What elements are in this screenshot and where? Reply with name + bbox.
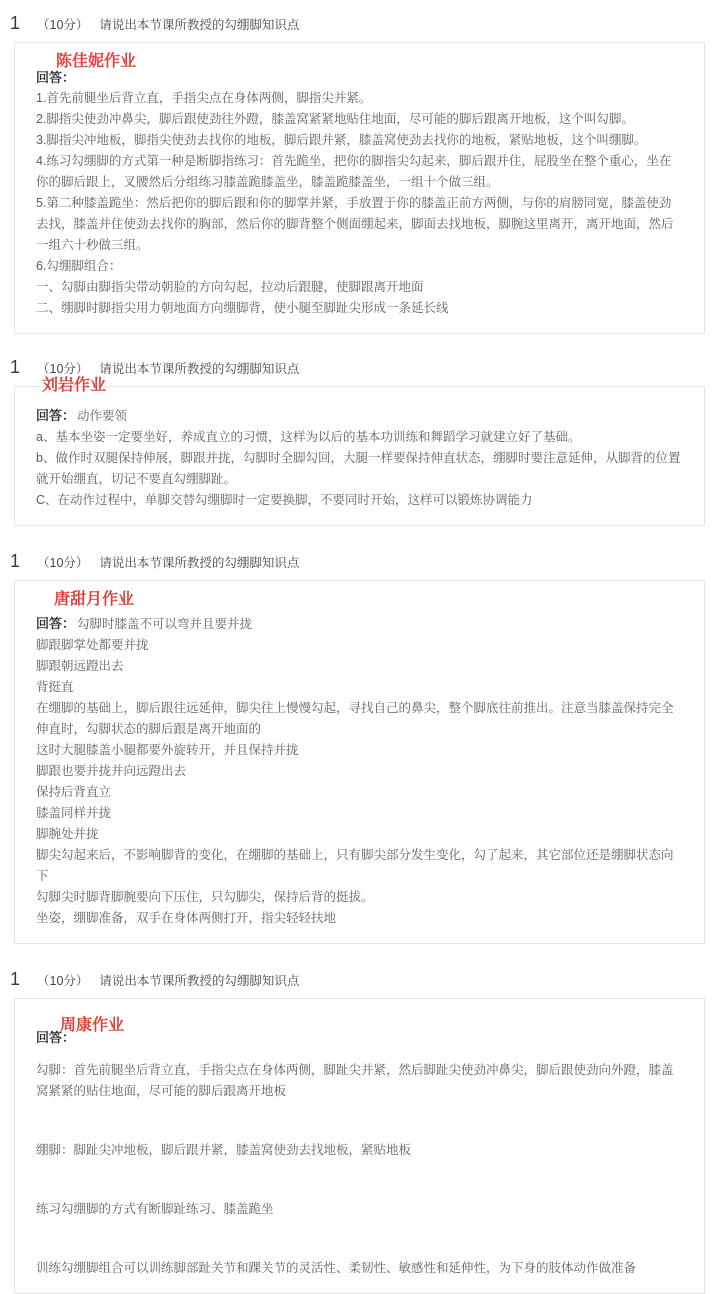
question-score: （10分） (37, 556, 89, 570)
answer-label: 回答： (36, 70, 76, 85)
answer-paragraph: 训练勾绷脚组合可以训练脚部趾关节和踝关节的灵活性、柔韧性、敏感性和延伸性，为下身的肢体动作做准备 (36, 1261, 637, 1275)
answer-card (14, 377, 705, 526)
question-header (0, 968, 719, 992)
answer-line: 5.第二种膝盖跪坐：然后把你的脚后跟和你的脚掌并紧，手放置于你的膝盖正前方两侧，与你的肩膀同宽，膝盖使劲去找，膝盖并住使劲去找你的胸部，然后你的脚背整个侧面绷起来，脚面去找地板，脚腕这里离开，离开地面，然后一组六十秒做三组。 (36, 196, 674, 252)
answer-line: 1.首先前腿坐后背立直，手指尖点在身体两侧，脚指尖并紧。 (36, 91, 372, 105)
answer-line: 脚腕处并拢 (36, 827, 99, 841)
answer-lead-line (36, 405, 683, 427)
answer-line: 膝盖同样并拢 (36, 806, 112, 820)
answer-line: 2.脚指尖使劲冲鼻尖，脚后跟使劲往外蹬，膝盖窝紧紧地贴住地面，尽可能的脚后跟离开地板，这个叫勾脚。 (36, 112, 634, 126)
answer-text (36, 88, 683, 319)
answer-text (36, 427, 683, 511)
answer-text (36, 635, 683, 929)
answer-line: 保持后背直立 (36, 785, 112, 799)
student-name-annotation: 刘岩作业 (42, 377, 107, 394)
answer-line: 4.练习勾绷脚的方式第一种是断脚指练习：首先跪坐，把你的脚指尖勾起来，脚后跟并住，屁股坐在整个重心，坐在你的脚后跟上，叉腰然后分组练习膝盖跪膝盖坐，膝盖跪膝盖坐，一组十个做三组。 (36, 154, 672, 189)
question-number: 1 (10, 969, 21, 989)
answer-line: 坐姿，绷脚准备，双手在身体两侧打开，指尖轻轻扶地 (36, 911, 337, 925)
answer-line: a、基本坐姿一定要坐好，养成直立的习惯，这样为以后的基本功训练和舞蹈学习就建立好了基础。 (36, 430, 581, 444)
question-section-1 (0, 12, 719, 334)
answer-line: 脚跟朝远蹬出去 (36, 659, 124, 673)
question-number: 1 (10, 357, 21, 377)
answer-card (14, 42, 705, 334)
question-text: 请说出本节课所教授的勾绷脚知识点 (99, 556, 300, 570)
question-header (0, 356, 719, 380)
answer-line: 一、勾脚由脚指尖带动朝脸的方向勾起，拉动后跟腱，使脚跟离开地面 (36, 280, 424, 294)
question-number: 1 (10, 13, 21, 33)
student-name-annotation: 周康作业 (60, 1017, 125, 1034)
answer-line: 3.脚指尖冲地板，脚指尖使劲去找你的地板，脚后跟并紧，膝盖窝使劲去找你的地板，紧贴地板，这个叫绷脚。 (36, 133, 647, 147)
answer-line: 这时大腿膝盖小腿都要外旋转开，并且保持并拢 (36, 743, 299, 757)
question-score: （10分） (37, 362, 89, 376)
question-section-2 (0, 356, 719, 526)
answer-card (14, 580, 705, 944)
question-score: （10分） (37, 18, 89, 32)
question-text: 请说出本节课所教授的勾绷脚知识点 (99, 362, 300, 376)
answer-lead-text: 动作要领 (77, 409, 128, 423)
question-header (0, 12, 719, 36)
answer-line: 背挺直 (36, 680, 74, 694)
answer-paragraph: 勾脚：首先前腿坐后背立直，手指尖点在身体两侧，脚趾尖并紧，然后脚趾尖使劲冲鼻尖，脚后跟使劲向外蹬，膝盖窝紧紧的贴住地面，尽可能的脚后跟离开地板 (36, 1063, 674, 1098)
answer-label: 回答： (36, 616, 76, 631)
question-section-3 (0, 550, 719, 944)
answer-line: b、做作时双腿保持伸展，脚跟并拢，勾脚时全脚勾回，大腿一样要保持伸直状态，绷脚时要注意延伸，从脚背的位置就开始绷直，切记不要直勾绷脚趾。 (36, 451, 681, 486)
answer-line: 脚跟也要并拢并向远蹬出去 (36, 764, 187, 778)
answer-label: 回答： (36, 1030, 76, 1045)
answer-line: 脚跟脚掌处都要并拢 (36, 638, 149, 652)
question-header (0, 550, 719, 574)
answer-card (14, 998, 705, 1294)
question-section-4 (0, 968, 719, 1294)
question-text: 请说出本节课所教授的勾绷脚知识点 (99, 974, 300, 988)
answer-text (36, 1060, 683, 1279)
answer-line: 在绷脚的基础上，脚后跟往远延伸，脚尖往上慢慢勾起，寻找自己的鼻尖，整个脚底往前推出。注意当膝盖保持完全伸直时，勾脚状态的脚后跟是离开地面的 (36, 701, 674, 736)
student-name-annotation: 唐甜月作业 (54, 591, 135, 608)
answer-lead-text: 勾脚时膝盖不可以弯并且要并拢 (77, 617, 253, 631)
student-name-annotation: 陈佳妮作业 (56, 53, 137, 70)
question-number: 1 (10, 551, 21, 571)
answer-paragraph: 绷脚：脚趾尖冲地板，脚后跟并紧，膝盖窝使劲去找地板，紧贴地板 (36, 1143, 412, 1157)
question-score: （10分） (37, 974, 89, 988)
answer-line: 勾脚尖时脚背脚腕要向下压住，只勾脚尖，保持后背的挺拔。 (36, 890, 374, 904)
answer-line: 脚尖勾起来后，不影响脚背的变化，在绷脚的基础上，只有脚尖部分发生变化，勾了起来，其它部位还是绷脚状态向下 (36, 848, 674, 883)
answer-label: 回答： (36, 408, 76, 423)
question-text: 请说出本节课所教授的勾绷脚知识点 (99, 18, 300, 32)
answer-paragraph: 练习勾绷脚的方式有断脚趾练习、膝盖跪坐 (36, 1202, 274, 1216)
answer-line: C、在动作过程中，单脚交替勾绷脚时一定要换脚，不要同时开始，这样可以锻炼协调能力 (36, 493, 533, 507)
answer-line: 二、绷脚时脚指尖用力朝地面方向绷脚背，使小腿至脚趾尖形成一条延长线 (36, 301, 449, 315)
answer-lead-line (36, 613, 683, 635)
answer-line: 6.勾绷脚组合： (36, 259, 122, 273)
